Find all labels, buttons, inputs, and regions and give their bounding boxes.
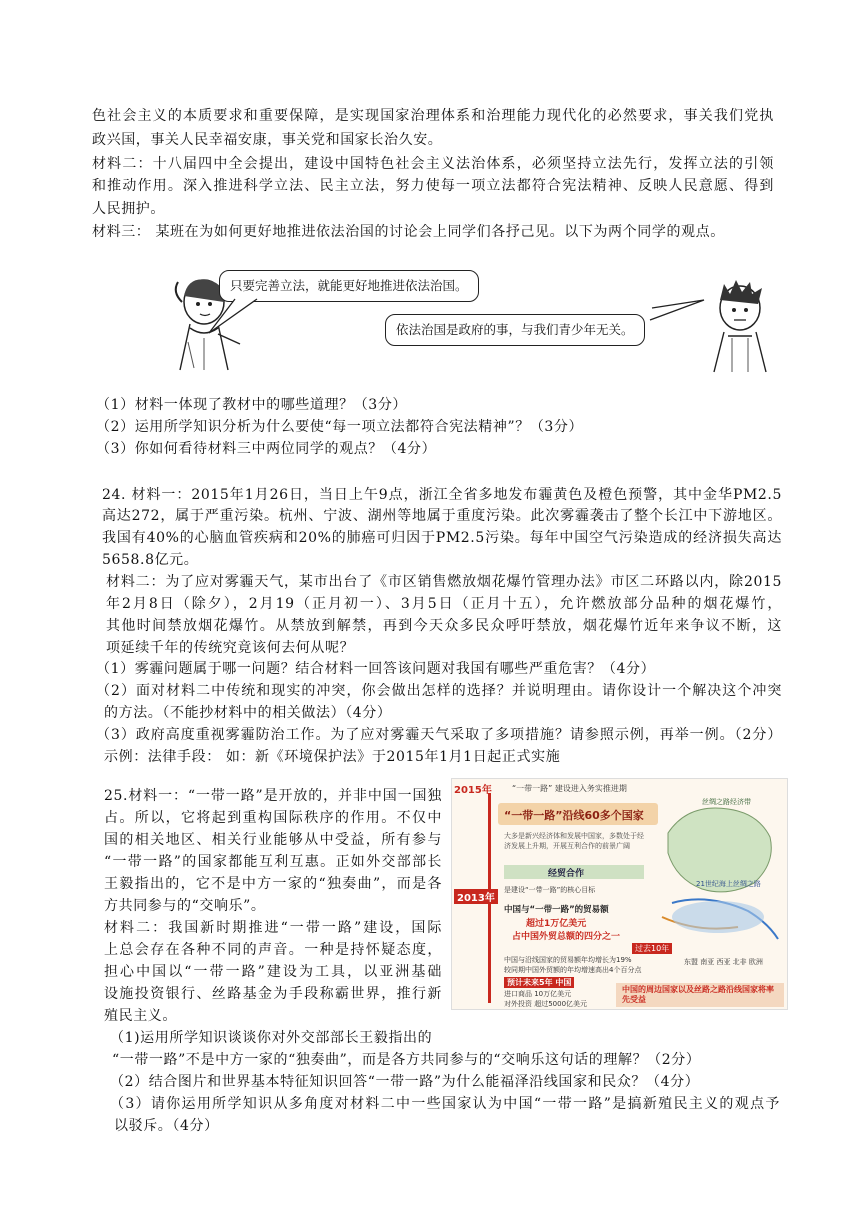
trade-value: 超过1万亿美元 (526, 919, 587, 929)
growth-text-2: 较同期中国外贸额的年均增速高出4个百分点 (504, 966, 642, 974)
footer-note: 中国的周边国家以及丝路之路沿线国家将率先受益 (622, 985, 774, 1004)
text-line: 设施投资银行、丝路基金为手段称霸世界，推行新 (104, 986, 442, 1002)
question-item: （1)运用所学知识谈谈你对外交部部长王毅指出的 (110, 1030, 433, 1046)
text-line: 政兴国，事关人民幸福安康，事关党和国家长治久安。 (92, 132, 443, 148)
trade-share: 占中国外贸总额的四分之一 (512, 932, 621, 942)
import-text: 进口商品 10万亿美元 (504, 990, 572, 998)
forecast-label: 预计未来5年 中国 (504, 977, 574, 988)
text-line: 上总会存在各种不同的声音。一种是持怀疑态度， (104, 942, 442, 958)
question-item: （2）运用所学知识分析为什么要使“每一项立法都符合宪法精神”？（3分） (96, 419, 584, 435)
china-map-icon (658, 793, 782, 943)
bullets-text: 大多是新兴经济体和发展中国家，多数处于经济发展上升期，开展互利合作的前景广阔 (504, 832, 644, 850)
text-line: 5658.8亿元。 (102, 552, 199, 568)
year-2015: 2015年 (454, 785, 492, 796)
text-line: 占。所以，它将起到重构国际秩序的作用。不仅中 (104, 810, 442, 826)
text-line: 和推动作用。深入推进科学立法、民主立法，努力使每一项立法都符合宪法精神、反映人民意愿、得到 (92, 178, 774, 194)
infographic-header: “一带一路” 建设进入务实推进期 (512, 784, 627, 793)
text-line: 其他时间禁放烟花爆竹。从禁放到解禁，再到今天众多民众呼吁禁放，烟花爆竹近年来争议不断，这 (106, 618, 782, 634)
text-line: 材料二：我国新时期推进“一带一路”建设，国际 (104, 920, 442, 936)
text-line: 材料二：为了应对雾霾天气，某市出台了《市区销售燃放烟花爆竹管理办法》市区二环路以内，除2015 (106, 574, 782, 590)
core-goal: 是建设“一带一路”的核心目标 (504, 886, 596, 894)
question-item: （3）政府高度重视雾霾防治工作。为了应对雾霾天气采取了多项措施？请参照示例，再举一例。（2分） (96, 727, 782, 743)
decade-label: 过去10年 (632, 943, 672, 954)
question-item: 以驳斥。（4分） (114, 1118, 219, 1134)
question-item: （3）请你运用所学知识从多角度对材料二中一些国家认为中国“一带一路”是搞新殖民主义的观点予 (110, 1096, 780, 1112)
year-2013: 2013年 (454, 889, 498, 904)
banner-countries: “一带一路”沿线60多个国家 (504, 809, 644, 822)
question-item: 的方法。（不能抄材料中的相关做法）（4分） (104, 705, 392, 721)
text-line: 25.材料一：“一带一路”是开放的，并非中国一国独 (104, 788, 442, 804)
question-item: （2）结合图片和世界基本特征知识回答“一带一路”为什么能福泽沿线国家和民众？（4分） (110, 1074, 700, 1090)
question-item: “一带一路”不是中方一家的“独奏曲”，而是各方共同参与的“交响乐这句话的理解？（2分） (112, 1052, 701, 1068)
bubble-tail-right (648, 296, 708, 326)
text-line: 国的相关地区、相关行业能够从中受益，所有参与 (104, 832, 442, 848)
right-speech-bubble (385, 314, 645, 346)
trade-box: 经贸合作 (548, 869, 585, 879)
text-line: 年2月8日（除夕），2月19（正月初一）、3月5日（正月十五），允许燃放部分品种的烟花爆竹， (106, 596, 782, 612)
text-line: 材料三： 某班在为如何更好地推进依法治国的讨论会上同学们各抒己见。以下为两个同学的观点。 (92, 224, 725, 240)
growth-text: 中国与沿线国家的贸易额年均增长为19% (504, 956, 632, 964)
text-line: 担心中国以“一带一路”建设为工具，以亚洲基础 (104, 964, 442, 980)
map-label: 丝绸之路经济带 (702, 798, 751, 806)
text-line: 材料二：十八届四中全会提出，建设中国特色社会主义法治体系，必须坚持立法先行，发挥立法的引领 (92, 156, 774, 172)
text-line: 我国有40%的心脑血管疾病和20%的肺癌可归因于PM2.5污染。每年中国空气污染造成的经济损失高达 (102, 530, 782, 546)
trade-title: 中国与“一带一路”的贸易额 (504, 905, 609, 915)
invest-text: 对外投资 超过5000亿美元 (504, 1000, 588, 1008)
question-item: （1）雾霾问题属于哪一问题？结合材料一回答该问题对我国有哪些严重危害？（4分） (96, 661, 656, 677)
boy-figure (704, 278, 774, 374)
question-item: （3）你如何看待材料三中两位同学的观点？（4分） (96, 441, 437, 457)
text-line: 王毅指出的，它不是中方一家的“独奏曲”，而是各 (104, 876, 442, 892)
text-line: 人民拥护。 (92, 201, 165, 217)
question-item: （1）材料一体现了教材中的哪些道理？（3分） (96, 397, 408, 413)
text-line: 24. 材料一：2015年1月26日，当日上午9点，浙江全省多地发布霾黄色及橙色预警，其中金华PM2.5 (102, 487, 782, 503)
text-line: 项延续千年的传统究竟该何去何从呢？ (106, 640, 355, 656)
belt-road-infographic (451, 778, 788, 1010)
example-line: 示例：法律手段： 如：新《环境保护法》于2015年1月1日起正式实施 (104, 749, 561, 765)
left-bubble-text: 只要完善立法，就能更好地推进依法治国。 (230, 278, 468, 293)
right-bubble-text: 依法治国是政府的事，与我们青少年无关。 (396, 322, 634, 337)
region-list: 东盟 南亚 西亚 北非 欧洲 (684, 958, 763, 966)
question-item: （2）面对材料二中传统和现实的冲突，你会做出怎样的选择？并说明理由。请你设计一个解决这个冲突 (96, 683, 782, 699)
text-line: “一带一路”的国家都能互利互惠。正如外交部部长 (104, 854, 442, 870)
bubble-tail-left (205, 297, 265, 337)
map-label-2: 21世纪海上丝绸之路 (696, 880, 761, 888)
text-line: 殖民主义。 (104, 1008, 177, 1024)
text-line: 高达272，属于严重污染。杭州、宁波、湖州等地属于重度污染。此次雾霾袭击了整个长江中下游地区。 (102, 508, 782, 524)
text-line: 色社会主义的本质要求和重要保障，是实现国家治理体系和治理能力现代化的必然要求，事关我们党执 (92, 108, 774, 124)
text-line: 方共同参与的“交响乐”。 (104, 898, 266, 914)
